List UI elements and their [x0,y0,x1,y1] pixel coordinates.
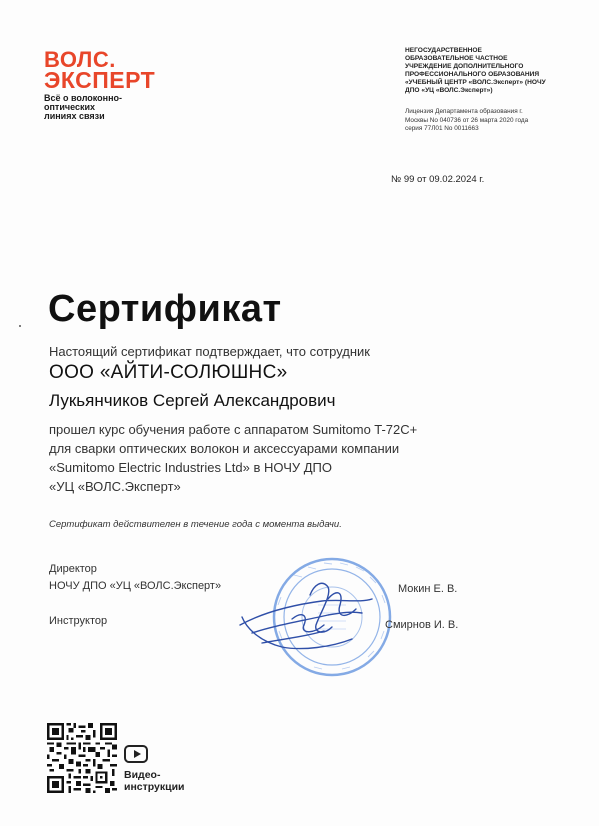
logo-tagline [44,94,134,121]
company-name: ООО «АЙТИ-СОЛЮШНС» [49,362,288,383]
logo-tagline-line: линиях связи [44,111,105,121]
validity-note: Сертификат действителен в течение года с момента выдачи. [49,519,342,530]
certificate-number: № 99 от 09.02.2024 г. [391,174,485,185]
logo-tagline-line: оптических [44,102,96,112]
license-line: Лицензия Департамента образования г. [405,108,523,115]
brand-logo [44,47,184,121]
course-line: для сварки оптических волокон и аксессуарами компании [49,441,400,456]
organization-line: «УЧЕБНЫЙ ЦЕНТР «ВОЛС.Эксперт» (НОЧУ [405,79,546,86]
certificate-intro: Настоящий сертификат подтверждает, что сотрудник [49,344,370,359]
course-description [49,420,417,496]
official-stamp [232,555,407,685]
license-line: серия 77Л01 No 0011663 [405,125,479,132]
director-position [49,561,221,595]
organization-name [405,47,585,95]
logo-tagline-line: Всё о волоконно- [44,93,123,103]
organization-line: УЧРЕЖДЕНИЕ ДОПОЛНИТЕЛЬНОГО [405,63,524,70]
qr-code[interactable] [47,723,117,793]
organization-line: ОБРАЗОВАТЕЛЬНОЕ ЧАСТНОЕ [405,55,508,62]
video-label-line: Видео- [124,769,161,781]
organization-line: ДПО «УЦ «ВОЛС.Эксперт») [405,87,493,94]
organization-line: НЕГОСУДАРСТВЕННОЕ [405,47,482,54]
director-name: Мокин Е. В. [398,583,458,595]
logo-text-line1: ВОЛС. [44,47,116,72]
video-instructions[interactable] [124,745,214,793]
course-line: прошел курс обучения работе с аппаратом Sumitomo T-72C+ [49,422,418,437]
organization-line: ПРОФЕССИОНАЛЬНОГО ОБРАЗОВАНИЯ [405,71,540,78]
certificate-title: Сертификат [48,288,282,330]
license-info [405,108,585,134]
director-signature [240,583,372,648]
scan-speck [19,325,21,327]
video-instructions-label [124,769,214,793]
director-role: Директор [49,563,97,575]
play-video-icon[interactable] [124,745,148,763]
course-line: «Sumitomo Electric Industries Ltd» в НОЧУ ДПО [49,460,333,475]
video-label-line: инструкции [124,781,185,793]
instructor-position: Инструктор [49,615,108,627]
instructor-name: Смирнов И. В. [385,619,459,631]
logo-text-line2: ЭКСПЕРТ [44,67,156,93]
course-line: «УЦ «ВОЛС.Эксперт» [49,479,181,494]
stamp-seal [274,559,390,675]
license-line: Москвы No 040736 от 26 марта 2020 года [405,116,529,124]
director-org: НОЧУ ДПО «УЦ «ВОЛС.Эксперт» [49,580,222,592]
person-name: Лукьянчиков Сергей Александрович [49,391,336,410]
